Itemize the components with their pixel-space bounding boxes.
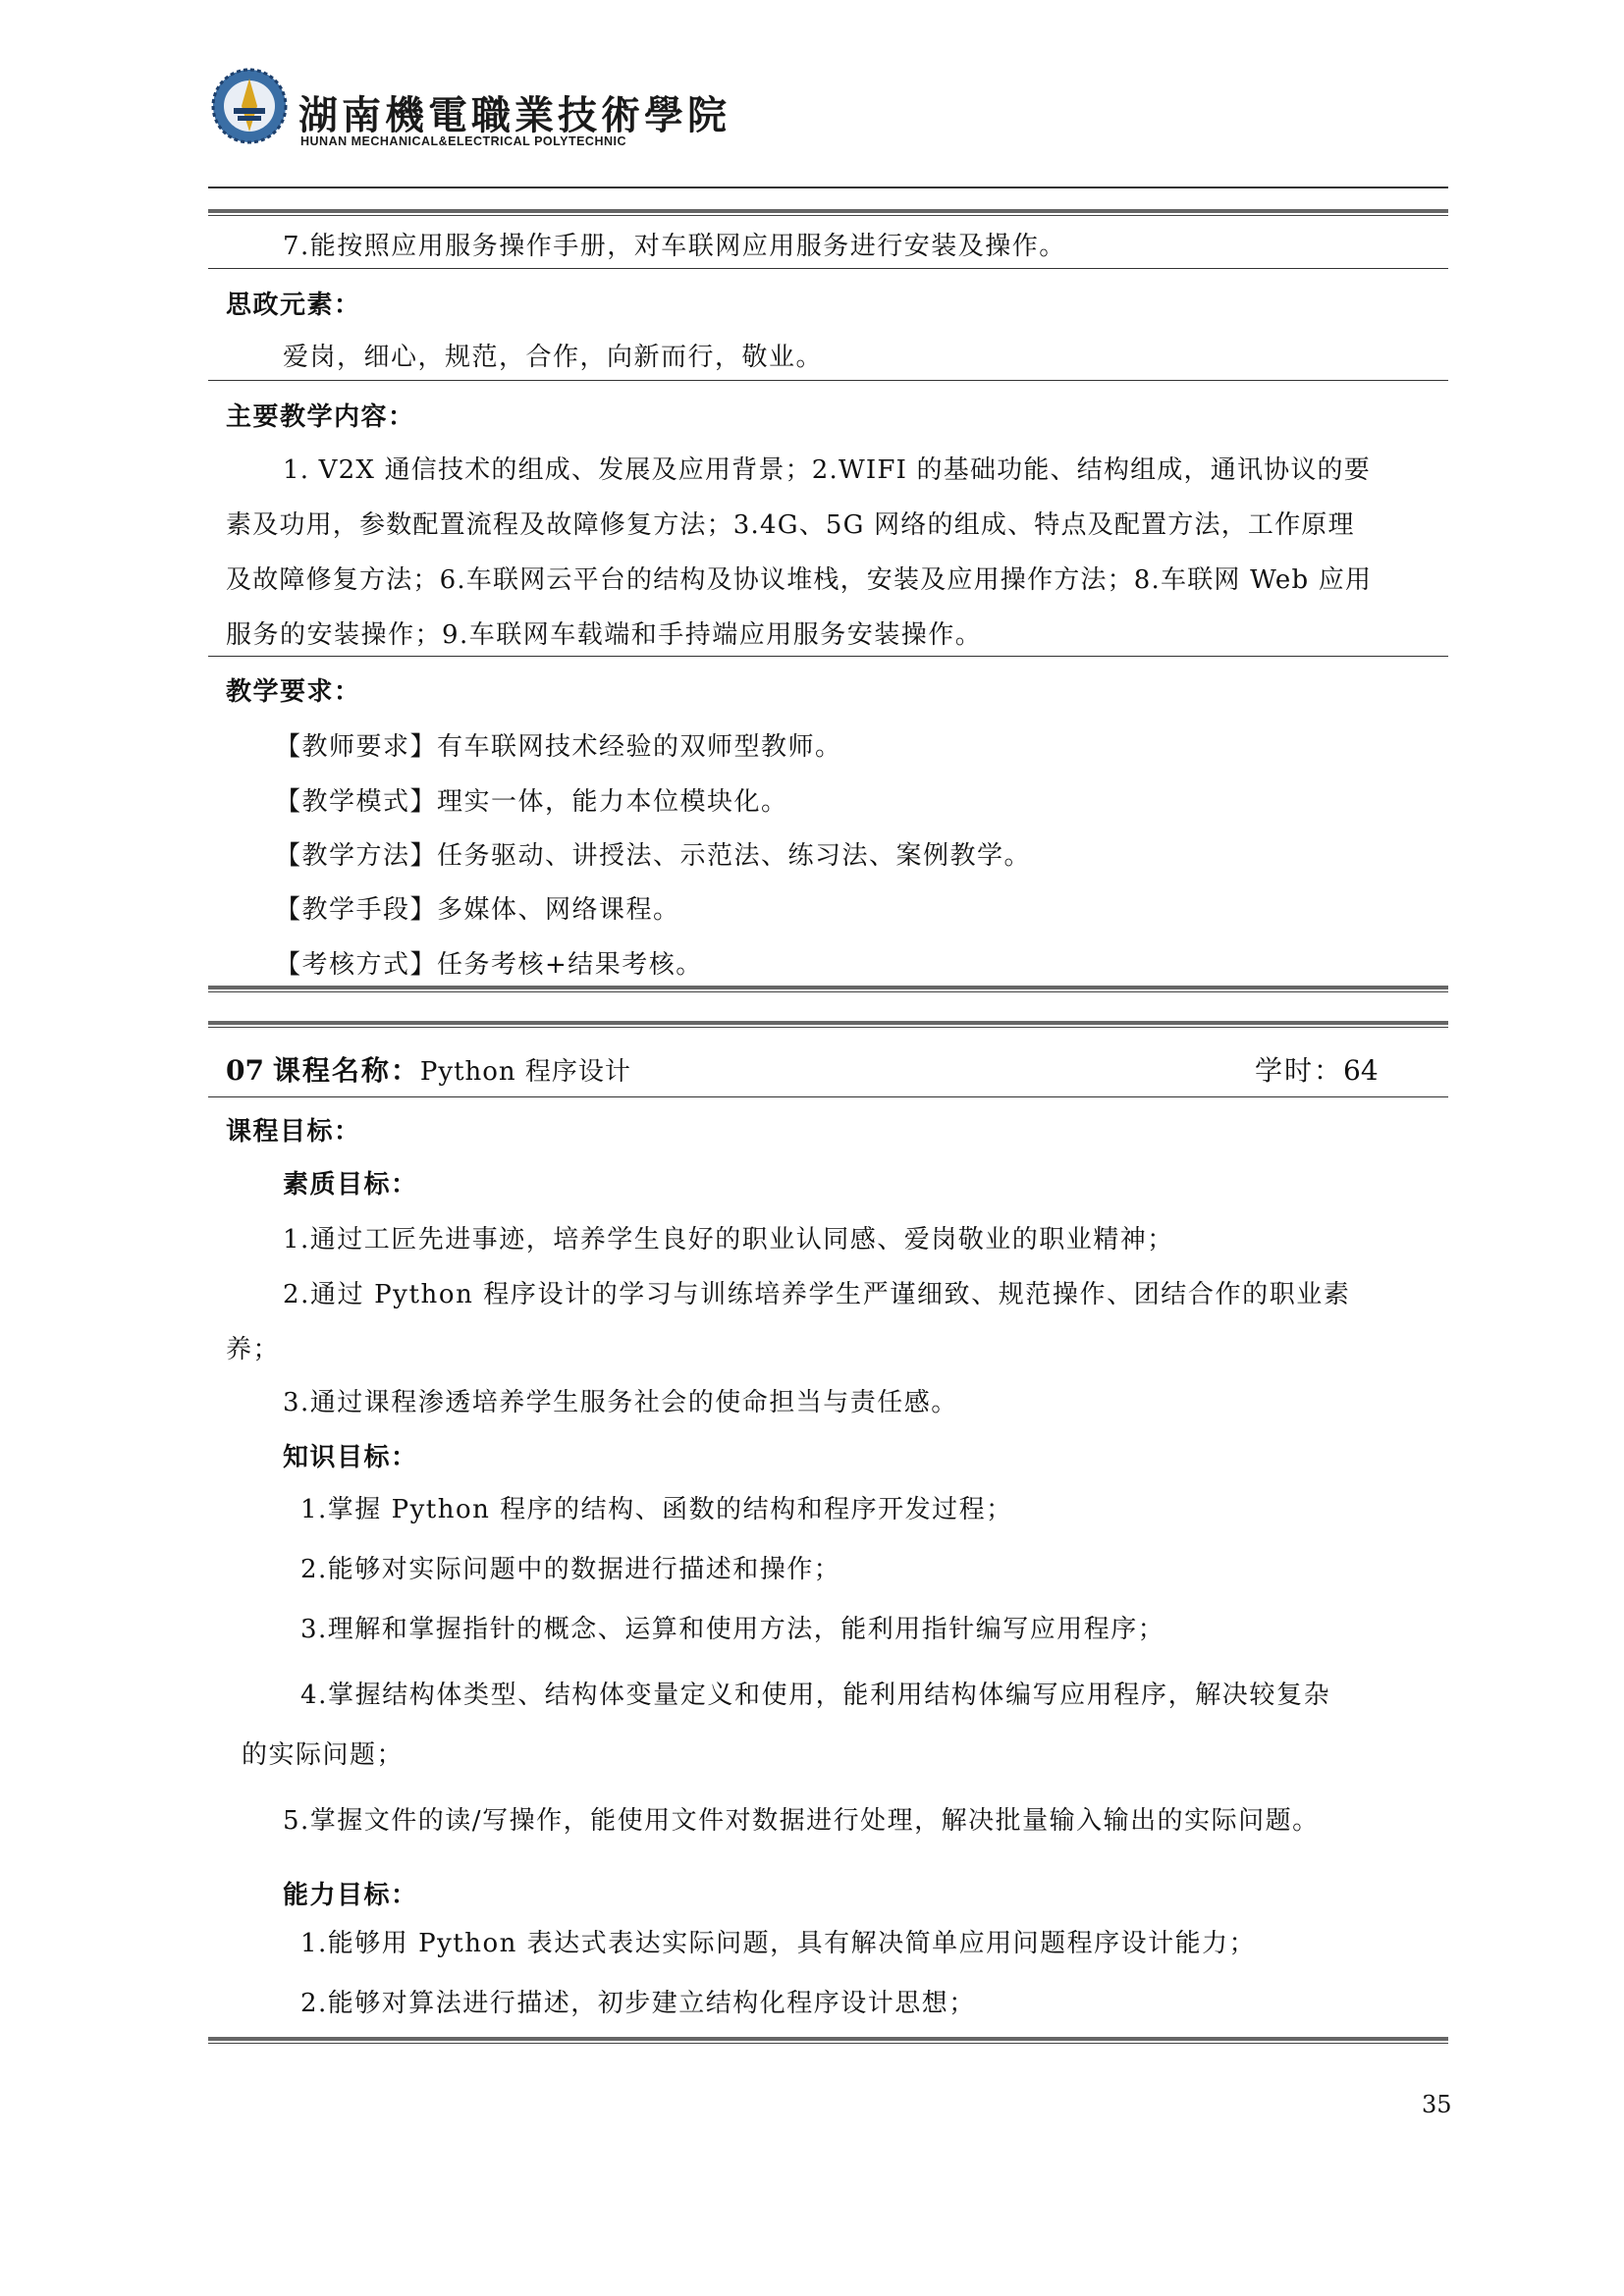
requirement-item: 【教学方法】任务驱动、讲授法、示范法、练习法、案例教学。 bbox=[275, 841, 1032, 871]
knowledge-item: 5.掌握文件的读/写操作，能使用文件对数据进行处理，解决批量输入输出的实际问题。 bbox=[283, 1806, 1320, 1836]
content-line: 服务的安装操作；9.车联网车载端和手持端应用服务安装操作。 bbox=[226, 620, 983, 650]
knowledge-item: 2.能够对实际问题中的数据进行描述和操作； bbox=[300, 1555, 841, 1584]
page-number: 35 bbox=[1422, 2091, 1452, 2118]
quality-item: 2.通过 Python 程序设计的学习与训练培养学生严谨细致、规范操作、团结合作的职业素 bbox=[283, 1280, 1351, 1309]
ideology-text: 爱岗，细心，规范，合作，向新而行，敬业。 bbox=[283, 343, 824, 372]
quality-item: 养； bbox=[226, 1335, 281, 1364]
requirement-item: 【教学模式】理实一体，能力本位模块化。 bbox=[275, 787, 788, 817]
ideology-title: 思政元素： bbox=[226, 291, 361, 320]
school-name-cn: 湖南機電職業技術學院 bbox=[298, 92, 731, 138]
quality-item: 1.通过工匠先进事迹，培养学生良好的职业认同感、爱岗敬业的职业精神； bbox=[283, 1225, 1174, 1255]
requirement-item: 【教师要求】有车联网技术经验的双师型教师。 bbox=[275, 732, 842, 762]
course-hours-value: 64 bbox=[1343, 1054, 1379, 1087]
course-top-rule bbox=[208, 1021, 1448, 1028]
knowledge-item: 4.掌握结构体类型、结构体变量定义和使用，能利用结构体编写应用程序，解决较复杂 bbox=[300, 1681, 1331, 1710]
content-title: 主要教学内容： bbox=[226, 402, 415, 432]
content-line: 素及功用，参数配置流程及故障修复方法；3.4G、5G 网络的组成、特点及配置方法，工作原理 bbox=[226, 510, 1355, 540]
requirement-item: 【考核方式】任务考核+结果考核。 bbox=[275, 950, 703, 980]
divider bbox=[208, 268, 1448, 269]
school-emblem-icon bbox=[210, 67, 289, 145]
divider bbox=[208, 380, 1448, 381]
requirements-title: 教学要求： bbox=[226, 677, 361, 707]
section-top-rule bbox=[208, 209, 1448, 216]
course-hours bbox=[1255, 1054, 1379, 1088]
school-name-en: HUNAN MECHANICAL&ELECTRICAL POLYTECHNIC bbox=[300, 134, 627, 148]
ability-item: 1.能够用 Python 表达式表达实际问题，具有解决简单应用问题程序设计能力； bbox=[300, 1929, 1257, 1958]
divider bbox=[208, 656, 1448, 657]
quality-item: 3.通过课程渗透培养学生服务社会的使命担当与责任感。 bbox=[283, 1388, 958, 1417]
course-name-label: 课程名称： bbox=[272, 1054, 420, 1087]
divider bbox=[208, 1096, 1448, 1097]
objectives-title: 课程目标： bbox=[226, 1117, 361, 1147]
course-hours-label: 学时： bbox=[1255, 1054, 1344, 1087]
content-line: 及故障修复方法；6.车联网云平台的结构及协议堆栈，安装及应用操作方法；8.车联网 Web 应用 bbox=[226, 565, 1373, 595]
header-rule bbox=[208, 187, 1448, 188]
knowledge-item: 的实际问题； bbox=[242, 1740, 405, 1770]
knowledge-item: 1.掌握 Python 程序的结构、函数的结构和程序开发过程； bbox=[300, 1495, 1013, 1524]
course-bottom-rule bbox=[208, 2037, 1448, 2044]
requirement-item: 【教学手段】多媒体、网络课程。 bbox=[275, 895, 680, 925]
course-number: 07 bbox=[226, 1054, 264, 1087]
knowledge-title: 知识目标： bbox=[283, 1443, 418, 1472]
course-name: Python 程序设计 bbox=[419, 1057, 631, 1087]
ability-item: 2.能够对算法进行描述，初步建立结构化程序设计思想； bbox=[300, 1989, 976, 2018]
section-bottom-rule bbox=[208, 986, 1448, 992]
content-line: 1. V2X 通信技术的组成、发展及应用背景；2.WIFI 的基础功能、结构组成，通讯协议的要 bbox=[283, 455, 1371, 485]
quality-title: 素质目标： bbox=[283, 1170, 418, 1200]
objective-item-7: 7.能按照应用服务操作手册，对车联网应用服务进行安装及操作。 bbox=[283, 232, 1066, 261]
ability-title: 能力目标： bbox=[283, 1881, 418, 1910]
knowledge-item: 3.理解和掌握指针的概念、运算和使用方法，能利用指针编写应用程序； bbox=[300, 1615, 1165, 1644]
course-header bbox=[226, 1054, 631, 1089]
